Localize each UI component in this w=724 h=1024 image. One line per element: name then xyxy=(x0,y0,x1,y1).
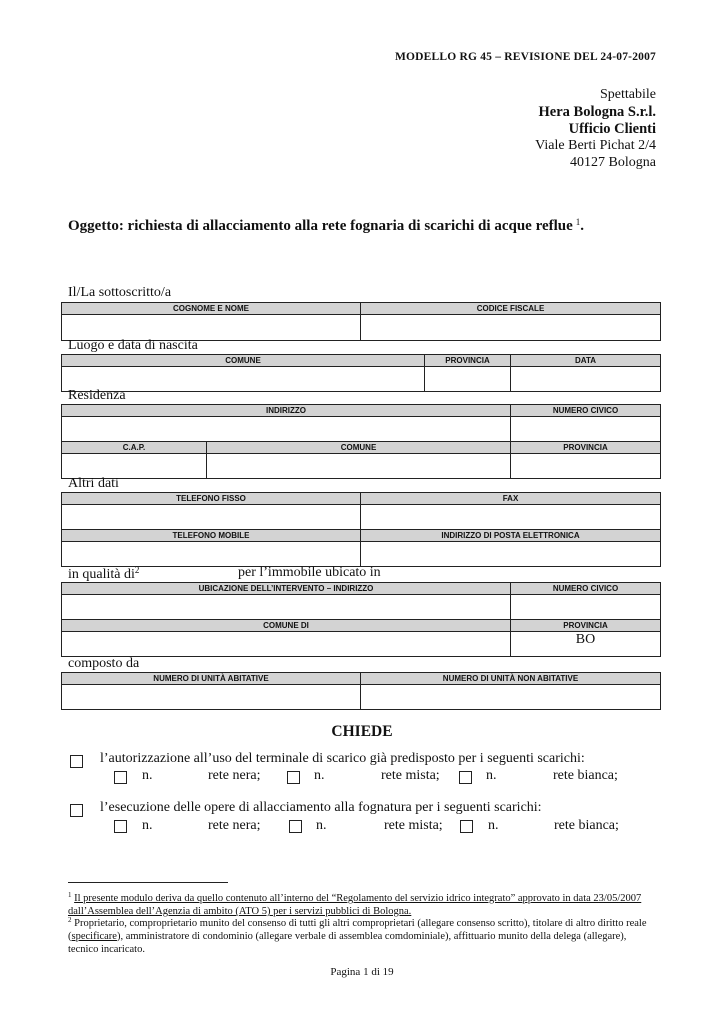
opt1-nera-n: n. xyxy=(142,768,153,783)
opt1-bianca-checkbox[interactable] xyxy=(459,771,472,784)
table-name-taxcode xyxy=(61,302,661,341)
label-provincia-immobile: PROVINCIA xyxy=(511,620,661,632)
label-data-nascita: DATA xyxy=(511,355,661,367)
label-telefono-mobile: TELEFONO MOBILE xyxy=(62,530,361,542)
footnote-ref-2: 2 xyxy=(134,565,140,575)
input-data-nascita[interactable] xyxy=(511,367,661,392)
input-provincia-nascita[interactable] xyxy=(425,367,511,392)
footnote-2-text-b: ), amministratore di condominio (allegare verbale di assemblea comdominiale), affittuario munito della delega (allegare), tecnico incaricato. xyxy=(68,931,627,955)
label-unita-non-abitative: NUMERO DI UNITÀ NON ABITATIVE xyxy=(361,673,661,685)
subject-dot: . xyxy=(580,218,585,234)
label-codice-fiscale: CODICE FISCALE xyxy=(361,303,661,315)
page-number: Pagina 1 di 19 xyxy=(330,966,394,978)
footnote-2-text-a: Proprietario, comproprietario munito del consenso di tutti gli altri comproprietari (allegare consenso scritto), titolare di altro diritto reale ( xyxy=(68,918,647,942)
opt2-mista-label: rete mista; xyxy=(384,818,443,833)
section-nascita: Luogo e data di nascita xyxy=(68,338,198,353)
footnote-ref-1: 1 xyxy=(575,217,581,227)
opt2-nera-label: rete nera; xyxy=(208,818,261,833)
footnote-2-number: 2 xyxy=(68,916,72,924)
table-units xyxy=(61,672,661,710)
option-esecuzione-checkbox[interactable] xyxy=(70,804,83,817)
opt1-mista-n: n. xyxy=(314,768,325,783)
section-qualita xyxy=(68,565,139,583)
section-immobile: per l’immobile ubicato in xyxy=(238,565,381,580)
label-comune-di: COMUNE DI xyxy=(62,620,511,632)
section-residenza: Residenza xyxy=(68,388,126,403)
label-provincia-residenza: PROVINCIA xyxy=(511,442,661,454)
opt1-nera-label: rete nera; xyxy=(208,768,261,783)
opt1-mista-checkbox[interactable] xyxy=(287,771,300,784)
recipient-greeting: Spettabile xyxy=(600,87,656,102)
opt2-mista-checkbox[interactable] xyxy=(289,820,302,833)
model-revision-header: MODELLO RG 45 – REVISIONE DEL 24-07-2007 xyxy=(394,51,656,63)
subject-text: Oggetto: richiesta di allacciamento alla rete fognaria di scarichi di acque reflue xyxy=(68,218,573,234)
input-comune-residenza[interactable] xyxy=(207,454,511,479)
label-unita-abitative: NUMERO DI UNITÀ ABITATIVE xyxy=(62,673,361,685)
input-unita-non-abitative[interactable] xyxy=(361,685,661,710)
input-codice-fiscale[interactable] xyxy=(361,315,661,341)
input-email[interactable] xyxy=(361,542,661,567)
subject-line xyxy=(68,209,656,239)
label-indirizzo-residenza: INDIRIZZO xyxy=(62,405,511,417)
opt2-bianca-n: n. xyxy=(488,818,499,833)
table-property xyxy=(61,582,661,657)
recipient-company: Hera Bologna S.r.l. xyxy=(538,104,656,120)
input-indirizzo-residenza[interactable] xyxy=(62,417,511,442)
recipient-city: 40127 Bologna xyxy=(570,155,656,170)
footnote-1-text: Il presente modulo deriva da quello contenuto all’interno del “Regolamento del servizio idrico integrato” approvato in data 23/05/2007 dall’Assemblea dell’Agenzia di ambito (ATO 5) per i servizi pubblici di Bologna. xyxy=(68,893,642,917)
chiede-heading: CHIEDE xyxy=(331,723,393,740)
section-altri-dati: Altri dati xyxy=(68,476,119,491)
opt1-bianca-label: rete bianca; xyxy=(553,768,618,783)
recipient-office: Ufficio Clienti xyxy=(568,121,656,137)
label-telefono-fisso: TELEFONO FISSO xyxy=(62,493,361,505)
opt1-bianca-n: n. xyxy=(486,768,497,783)
input-civico-immobile[interactable] xyxy=(511,595,661,620)
opt2-bianca-label: rete bianca; xyxy=(554,818,619,833)
table-residence xyxy=(61,404,661,479)
label-civico-immobile: NUMERO CIVICO xyxy=(511,583,661,595)
section-composto: composto da xyxy=(68,656,140,671)
input-telefono-mobile[interactable] xyxy=(62,542,361,567)
input-unita-abitative[interactable] xyxy=(62,685,361,710)
footnote-2 xyxy=(68,914,656,956)
opt2-nera-checkbox[interactable] xyxy=(114,820,127,833)
input-provincia-residenza[interactable] xyxy=(511,454,661,479)
label-cap-residenza: C.A.P. xyxy=(62,442,207,454)
option-autorizzazione-checkbox[interactable] xyxy=(70,755,83,768)
input-telefono-fisso[interactable] xyxy=(62,505,361,530)
section-sottoscritto: Il/La sottoscritto/a xyxy=(68,285,172,300)
footnote-2-link: specificare xyxy=(71,931,117,942)
option-esecuzione-text: l’esecuzione delle opere di allacciamento alla fognatura per i seguenti scarichi: xyxy=(100,800,542,815)
label-civico-residenza: NUMERO CIVICO xyxy=(511,405,661,417)
qualita-label: in qualità di xyxy=(68,567,135,582)
table-contacts xyxy=(61,492,661,567)
input-comune-di[interactable] xyxy=(62,632,511,657)
opt1-nera-checkbox[interactable] xyxy=(114,771,127,784)
label-provincia-nascita: PROVINCIA xyxy=(425,355,511,367)
table-birth xyxy=(61,354,661,392)
label-comune-nascita: COMUNE xyxy=(62,355,425,367)
label-ubicazione: UBICAZIONE DELL’INTERVENTO – INDIRIZZO xyxy=(62,583,511,595)
input-cap-residenza[interactable] xyxy=(62,454,207,479)
label-fax: FAX xyxy=(361,493,661,505)
option-autorizzazione-text: l’autorizzazione all’uso del terminale di scarico già predisposto per i seguenti scarichi: xyxy=(100,751,585,766)
opt2-nera-n: n. xyxy=(142,818,153,833)
label-comune-residenza: COMUNE xyxy=(207,442,511,454)
footnote-1-number: 1 xyxy=(68,891,72,899)
input-ubicazione[interactable] xyxy=(62,595,511,620)
label-email: INDIRIZZO DI POSTA ELETTRONICA xyxy=(361,530,661,542)
footnote-separator xyxy=(68,882,228,883)
opt1-mista-label: rete mista; xyxy=(381,768,440,783)
input-provincia-immobile[interactable]: BO xyxy=(511,632,661,657)
input-fax[interactable] xyxy=(361,505,661,530)
label-cognome-nome: COGNOME E NOME xyxy=(62,303,361,315)
input-cognome-nome[interactable] xyxy=(62,315,361,341)
opt2-mista-n: n. xyxy=(316,818,327,833)
recipient-street: Viale Berti Pichat 2/4 xyxy=(535,138,656,153)
opt2-bianca-checkbox[interactable] xyxy=(460,820,473,833)
input-civico-residenza[interactable] xyxy=(511,417,661,442)
